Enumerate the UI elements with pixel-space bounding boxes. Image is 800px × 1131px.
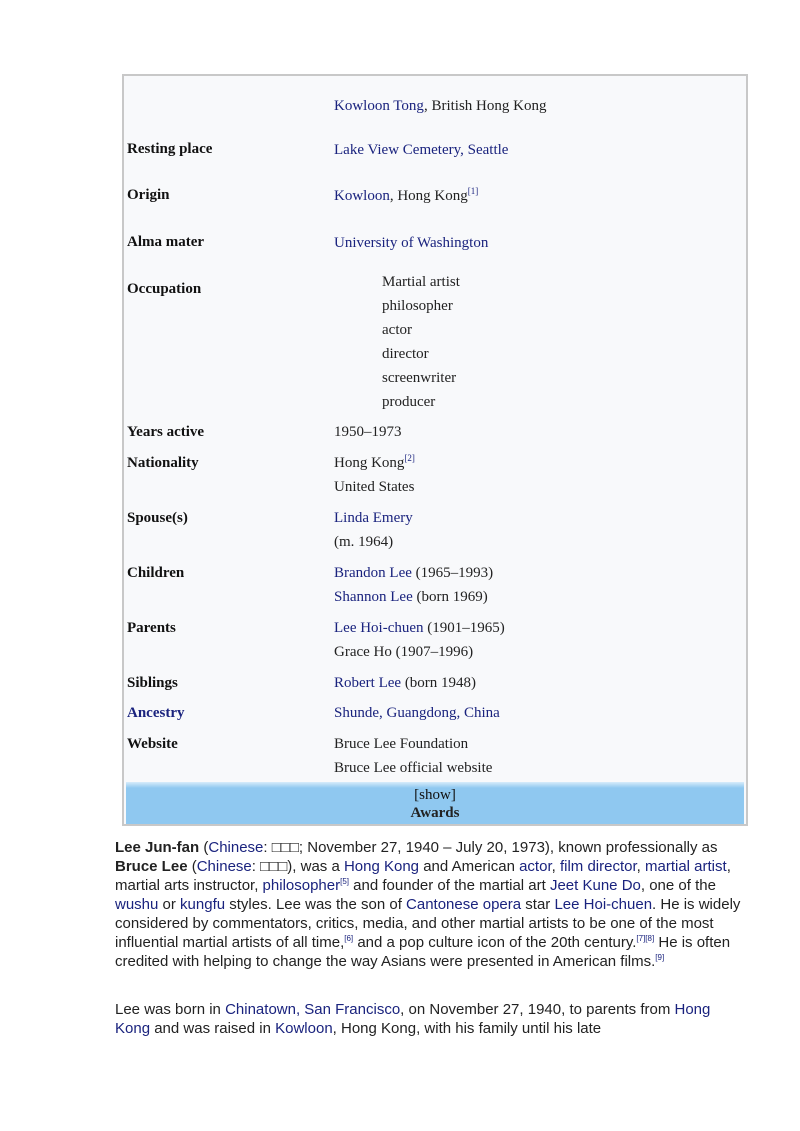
- text: or: [158, 896, 181, 913]
- film-director-link[interactable]: film director: [559, 858, 637, 875]
- text: Lee was born in: [115, 1001, 226, 1018]
- website-value: [334, 732, 492, 780]
- shannon-lee-years: (born 1969): [412, 589, 488, 605]
- kowloon-link[interactable]: Kowloon: [275, 1020, 333, 1037]
- occupation-item: director: [382, 346, 429, 362]
- text: , Hong Kong, with his family until his late: [332, 1020, 602, 1037]
- chinese-link[interactable]: Chinese: [208, 839, 264, 856]
- awards-show-toggle[interactable]: [show]: [414, 787, 456, 803]
- nationality-label: Nationality: [127, 455, 199, 471]
- nationality-hong-kong: Hong Kong: [334, 455, 405, 471]
- jeet-kune-do-link[interactable]: Jeet Kune Do: [549, 877, 641, 894]
- text: and founder of the martial art: [349, 877, 550, 894]
- intro-paragraph: [115, 838, 745, 971]
- text: and American: [419, 858, 520, 875]
- occupation-item: philosopher: [382, 298, 453, 314]
- born-place-value: [334, 94, 546, 118]
- linda-emery-link[interactable]: Linda Emery: [334, 510, 413, 526]
- text: ,: [551, 858, 560, 875]
- occupation-item: Martial artist: [382, 274, 460, 290]
- birth-name: Lee Jun-fan: [115, 839, 200, 856]
- ref-9[interactable]: [9]: [655, 953, 665, 962]
- spouse-value: [334, 506, 413, 554]
- awards-title: Awards: [410, 805, 460, 821]
- ref-6[interactable]: [6]: [344, 934, 354, 943]
- origin-ref[interactable]: [1]: [467, 186, 479, 196]
- ref-7-8[interactable]: [7][8]: [636, 934, 655, 943]
- hong-kong-link[interactable]: Hong Kong: [115, 1001, 711, 1037]
- years-active-label: Years active: [127, 424, 205, 440]
- spouse-label: Spouse(s): [127, 510, 188, 526]
- origin-rest: , Hong Kong: [389, 188, 468, 204]
- years-active-value: 1950–1973: [334, 424, 402, 440]
- chinese-link[interactable]: Chinese: [196, 858, 252, 875]
- alma-mater-label: Alma mater: [127, 234, 205, 250]
- lee-hoi-chuen-link[interactable]: Lee Hoi-chuen: [554, 896, 653, 913]
- parents-value: [334, 616, 505, 664]
- text: (: [187, 858, 197, 875]
- parents-label: Parents: [127, 620, 176, 636]
- children-label: Children: [127, 565, 185, 581]
- bruce-lee-official-website-link[interactable]: Bruce Lee official website: [334, 760, 493, 776]
- ancestry-label-link[interactable]: Ancestry: [127, 705, 185, 721]
- resting-place-label: Resting place: [127, 141, 213, 157]
- ref-5[interactable]: [5]: [340, 877, 350, 886]
- siblings-label: Siblings: [127, 675, 178, 691]
- occupation-item: producer: [382, 394, 436, 410]
- origin-value: [334, 187, 478, 205]
- occupation-label: Occupation: [127, 281, 202, 297]
- philosopher-link[interactable]: philosopher: [262, 877, 341, 894]
- actor-link[interactable]: actor: [519, 858, 552, 875]
- text: ,: [636, 858, 645, 875]
- nationality-ref[interactable]: [2]: [404, 453, 415, 463]
- brandon-lee-link[interactable]: Brandon Lee: [334, 565, 412, 581]
- cantonese-opera-link[interactable]: Cantonese opera: [406, 896, 522, 913]
- text: , one of the: [640, 877, 716, 894]
- kowloon-link[interactable]: Kowloon: [334, 188, 390, 204]
- text: : □□□), was a: [251, 858, 344, 875]
- bruce-lee-foundation-link[interactable]: Bruce Lee Foundation: [334, 736, 469, 752]
- text: star: [521, 896, 555, 913]
- occupation-item: actor: [382, 322, 412, 338]
- infobox: [122, 74, 748, 826]
- text: He is often credited with helping to change the way Asians were presented in American films.: [115, 934, 731, 970]
- robert-lee-years: (born 1948): [401, 675, 477, 691]
- text: (: [199, 839, 209, 856]
- text: and a pop culture icon of the 20th century.: [353, 934, 637, 951]
- text: , on November 27, 1940, to parents from: [400, 1001, 675, 1018]
- university-of-washington-link[interactable]: University of Washington: [334, 235, 489, 251]
- text: , martial arts instructor,: [115, 858, 731, 894]
- kowloon-tong-link[interactable]: Kowloon Tong: [334, 98, 424, 114]
- text: : □□□; November 27, 1940 – July 20, 1973), known professionally as: [263, 839, 718, 856]
- marriage-year: (m. 1964): [334, 534, 394, 550]
- children-value: [334, 561, 493, 609]
- lee-hoi-chuen-link[interactable]: Lee Hoi-chuen: [334, 620, 424, 636]
- occupation-item: screenwriter: [382, 370, 457, 386]
- kungfu-link[interactable]: kungfu: [180, 896, 226, 913]
- professional-name: Bruce Lee: [115, 858, 188, 875]
- shannon-lee-link[interactable]: Shannon Lee: [334, 589, 413, 605]
- website-label: Website: [127, 736, 178, 752]
- martial-artist-link[interactable]: martial artist: [645, 858, 727, 875]
- early-life-paragraph: [115, 1000, 745, 1038]
- lee-hoi-chuen-years: (1901–1965): [423, 620, 505, 636]
- awards-header: [126, 782, 744, 824]
- text: and was raised in: [150, 1020, 276, 1037]
- origin-label: Origin: [127, 187, 170, 203]
- nationality-united-states: United States: [334, 479, 415, 495]
- text: . He is widely considered by commentators, critics, media, and other martial artists to be one of the most influential martial artists of all time,: [115, 896, 741, 951]
- chinatown-san-francisco-link[interactable]: Chinatown, San Francisco: [225, 1001, 401, 1018]
- robert-lee-link[interactable]: Robert Lee: [334, 675, 402, 691]
- siblings-value: [334, 671, 476, 695]
- grace-ho: Grace Ho (1907–1996): [334, 644, 474, 660]
- lake-view-cemetery-link[interactable]: Lake View Cemetery, Seattle: [334, 142, 509, 158]
- shunde-guangdong-china-link[interactable]: Shunde, Guangdong, China: [334, 705, 500, 721]
- nationality-value: [334, 451, 415, 499]
- brandon-lee-years: (1965–1993): [411, 565, 494, 581]
- text: styles. Lee was the son of: [225, 896, 407, 913]
- born-place-rest: , British Hong Kong: [423, 98, 547, 114]
- hong-kong-link[interactable]: Hong Kong: [343, 858, 420, 875]
- wushu-link[interactable]: wushu: [115, 896, 159, 913]
